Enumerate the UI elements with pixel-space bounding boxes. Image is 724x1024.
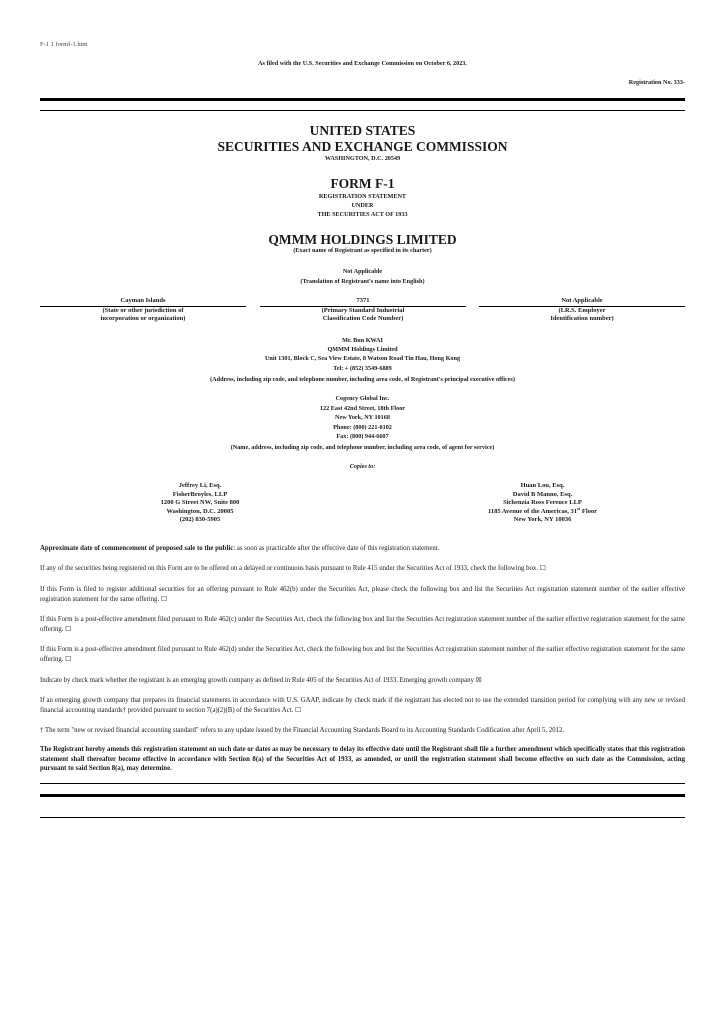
emerging-growth-paragraph: Indicate by check mark whether the registrant is an emerging growth company as defined in Rule 405 of the Securities Act of 1933. Emerging growth company ☒: [40, 676, 482, 684]
rule-415-checkbox[interactable]: ☐: [539, 564, 546, 572]
jurisdiction-caption-2: incorporation or organization): [100, 315, 186, 323]
amendment-paragraph: The Registrant hereby amends this registration statement on such date or dates as may be necessary to delay its effective date until the Registrant shall file a further amendment which specifically states that this registration statement shall thereafter become effective in accordance with Section 8(a) of the Securities Act of 1933, as amended, or until the registration statement shall become effective on such date as the Commission, acting pursuant to said Section 8(a), may determine.: [40, 746, 685, 773]
copies-to: Copies to:: [349, 463, 376, 470]
counsel-left-phone: (202) 830-5905: [179, 516, 221, 524]
top-rule-thick: [40, 98, 685, 101]
irs-caption-2: Identification number): [550, 315, 614, 323]
executive-tel: Tel: + (852) 3549-6889: [333, 365, 392, 372]
registrant-name: QMMM HOLDINGS LIMITED: [268, 232, 457, 247]
counsel-right-name: Huan Lou, Esq.: [520, 482, 565, 489]
counsel-left-firm: FisherBroyles, LLP: [172, 490, 228, 498]
rule-462c-paragraph: If this Form is a post-effective amendment filed pursuant to Rule 462(c) under the Securities Act, check the following box and list the Securities Act registration statement number of the earlier effective registration statement for the same offering. ☐: [40, 616, 685, 633]
sic-caption: (Primary Standard Industrial: [321, 306, 405, 314]
jurisdiction-value: Cayman Islands: [40, 297, 246, 307]
counsel-left: [100, 482, 300, 525]
irs-caption: (I.R.S. Employer: [558, 306, 606, 314]
agent-phone: Phone: (800) 221-0102: [333, 424, 392, 431]
executive-company: QMMM Holdings Limited: [327, 346, 398, 353]
form-sub-under: UNDER: [351, 202, 374, 209]
agent-city: New York, NY 10168: [335, 414, 390, 421]
sic-value: 7371: [260, 297, 466, 307]
form-sub-registration: REGISTRATION STATEMENT: [318, 193, 407, 200]
title-washington: WASHINGTON, D.C. 20549: [324, 155, 401, 162]
top-rule-thin: [40, 110, 685, 111]
jurisdiction-caption: (State or other jurisdiction of: [102, 306, 184, 314]
sic-column: [260, 297, 466, 324]
sic-caption-2: Classification Code Number): [322, 315, 404, 323]
executive-address: Unit 1301, Block C, Sea View Estate, 8 Watson Road Tin Hau, Hong Kong: [264, 355, 461, 362]
gaap-checkbox[interactable]: ☐: [295, 705, 302, 714]
counsel-right-city: New York, NY 10036: [513, 516, 572, 524]
rule-462b-checkbox[interactable]: ☐: [160, 594, 168, 603]
approximate-date-label: Approximate date of commencement of proposed sale to the public: [40, 545, 234, 552]
jurisdiction-column: [40, 297, 246, 324]
form-name: FORM F-1: [330, 176, 395, 191]
rule-462b-paragraph: If this Form is filed to register additional securities for an offering pursuant to Rule 462(b) under the Securities Act, please check the following box and list the Securities Act registration statement number of the earlier effective registration statement for the same offering. ☐: [40, 586, 685, 603]
bottom-rule-thin: [40, 783, 685, 784]
emerging-growth-checkbox[interactable]: ☒: [475, 676, 482, 684]
rule-462d-checkbox[interactable]: ☐: [65, 654, 72, 663]
title-sec: SECURITIES AND EXCHANGE COMMISSION: [217, 139, 508, 154]
filed-line: As filed with the U.S. Securities and Exchange Commission on October 6, 2023.: [258, 60, 467, 67]
rule-462d-paragraph: If this Form is a post-effective amendment filed pursuant to Rule 462(d) under the Securities Act, check the following box and list the Securities Act registration statement number of the earlier effective registration statement for the same offering. ☐: [40, 646, 685, 663]
counsel-right-street: 1185 Avenue of the Americas, 31st Floor: [487, 505, 598, 515]
file-header: F-1 1 formf-1.htm: [40, 41, 88, 48]
counsel-right-name-2: David B Manno, Esq.: [512, 490, 573, 498]
title-united-states: UNITED STATES: [309, 123, 416, 138]
registrant-name-caption: (Exact name of Registrant as specified in its charter): [293, 247, 432, 254]
agent-caption: (Name, address, including zip code, and telephone number, including area code, of agent for service): [230, 444, 495, 451]
bottom-rule-thick: [40, 794, 685, 797]
registrant-translation: Not Applicable: [342, 268, 383, 275]
counsel-left-street: 1200 G Street NW, Suite 800: [160, 499, 240, 507]
gaap-paragraph: If an emerging growth company that prepares its financial statements in accordance with U.S. GAAP, indicate by check mark if the registrant has elected not to use the extended transition period for complying with any new or revised financial accounting standards† provided pursuant to section 7(a)(2)(B) of the Securities Act. ☐: [40, 697, 685, 714]
bottom-rule-end: [40, 817, 685, 818]
footnote-paragraph: † The term "new or revised financial accounting standard" refers to any update issued by the Financial Accounting Standards Board to its Accounting Standards Codification after April 5, 2012.: [40, 727, 565, 734]
counsel-left-name: Jeffrey Li, Esq.: [178, 482, 222, 489]
counsel-left-city: Washington, D.C. 20005: [166, 507, 234, 515]
rule-415-paragraph: If any of the securities being registered on this Form are to be offered on a delayed or continuous basis pursuant to Rule 415 under the Securities Act of 1933, check the following box. ☐: [40, 564, 546, 572]
agent-street: 122 East 42nd Street, 18th Floor: [319, 405, 406, 412]
counsel-right: [430, 482, 655, 525]
counsel-right-firm: Sichenzia Ross Ference LLP: [503, 499, 582, 507]
irs-column: [479, 297, 685, 324]
registrant-translation-caption: (Translation of Registrant's name into English): [300, 278, 425, 285]
form-sub-act: THE SECURITIES ACT OF 1933: [317, 211, 408, 218]
registration-number: Registration No. 333-: [628, 79, 685, 86]
approximate-date-paragraph: Approximate date of commencement of proposed sale to the public: as soon as practicable after the effective date of this registration statement.: [40, 545, 440, 552]
irs-value: Not Applicable: [479, 297, 685, 307]
agent-name: Cogency Global Inc.: [335, 395, 390, 402]
rule-462c-checkbox[interactable]: ☐: [65, 624, 72, 633]
executive-name: Mr. Bun KWAI: [342, 337, 383, 344]
executive-caption: (Address, including zip code, and telephone number, including area code, of Registrant's principal executive offices): [210, 376, 515, 383]
agent-fax: Fax: (800) 944-6607: [336, 433, 389, 440]
